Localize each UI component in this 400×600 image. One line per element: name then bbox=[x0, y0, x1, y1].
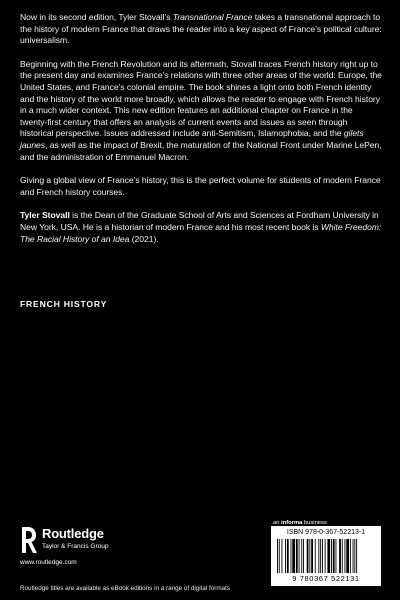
barcode-icon bbox=[277, 539, 375, 573]
routledge-r-logo-icon bbox=[20, 525, 38, 555]
isbn-label: ISBN 978-0-367-52213-1 bbox=[286, 529, 366, 536]
publisher-logo-group bbox=[20, 525, 140, 569]
blurb bbox=[20, 12, 382, 257]
publisher-name: Routledge bbox=[42, 526, 104, 541]
ebook-note: Routledge titles are available as eBook editions in a range of digital formats bbox=[20, 585, 231, 592]
author-bio-end: (2021). bbox=[129, 233, 159, 244]
gilets-jaunes-italic: gilets jaunes bbox=[20, 128, 364, 150]
paragraph-1-text-end: takes a transnational approach to the history of modern France that draws the reader into a key aspect of France’s political culture: universalism. bbox=[20, 12, 382, 46]
paragraph-1-text-start: Now in its second edition, Tyler Stovall’s bbox=[20, 12, 173, 22]
blurb-paragraph-2 bbox=[20, 59, 382, 163]
author-bio-text: is the Dean of the Graduate School of Arts and Sciences at Fordham University in New York, USA. He is a historian of modern France and his most recent book is bbox=[20, 210, 379, 232]
informa-brand: informa bbox=[281, 520, 303, 526]
subject-category: FRENCH HISTORY bbox=[20, 299, 108, 309]
informa-pre: an bbox=[273, 520, 282, 526]
author-name: Tyler Stovall bbox=[20, 210, 70, 221]
blurb-paragraph-1 bbox=[20, 12, 382, 47]
book-title-italic: Transnational France bbox=[172, 12, 253, 22]
barcode-digits: 9 780367 522131 bbox=[292, 574, 360, 583]
recent-book-title: White Freedom: The Racial History of an Idea bbox=[20, 221, 382, 244]
isbn-barcode bbox=[271, 526, 381, 586]
paragraph-2-text-start: Beginning with the French Revolution and its aftermath, Stovall traces French history right up to the present day and examines France’s relations with three other areas of the world: Europe, the United States, and France’s colonial empire. The book shines a light onto both French identity and the history of the world more broadly, which allows the reader to engage with French history in a much wider context. This new edition features an additional chapter on France in the twenty-first century that offers an analysis of current events and issues as seen through historical perspective. Issues addressed include anti-Semitism, Islamophobia, and the bbox=[20, 58, 382, 139]
blurb-paragraph-3: Giving a global view of France’s history, this is the perfect volume for students of modern France and French history courses. bbox=[20, 175, 381, 197]
publisher-group: Taylor & Francis Group bbox=[42, 543, 109, 550]
informa-post: business bbox=[302, 520, 327, 526]
author-bio bbox=[20, 210, 382, 245]
paragraph-2-text-end: , as well as the impact of Brexit, the maturation of the National Front under Marine LePen, and the administration of Emmanuel Macron. bbox=[20, 139, 382, 162]
publisher-url: www.routledge.com bbox=[20, 559, 77, 566]
